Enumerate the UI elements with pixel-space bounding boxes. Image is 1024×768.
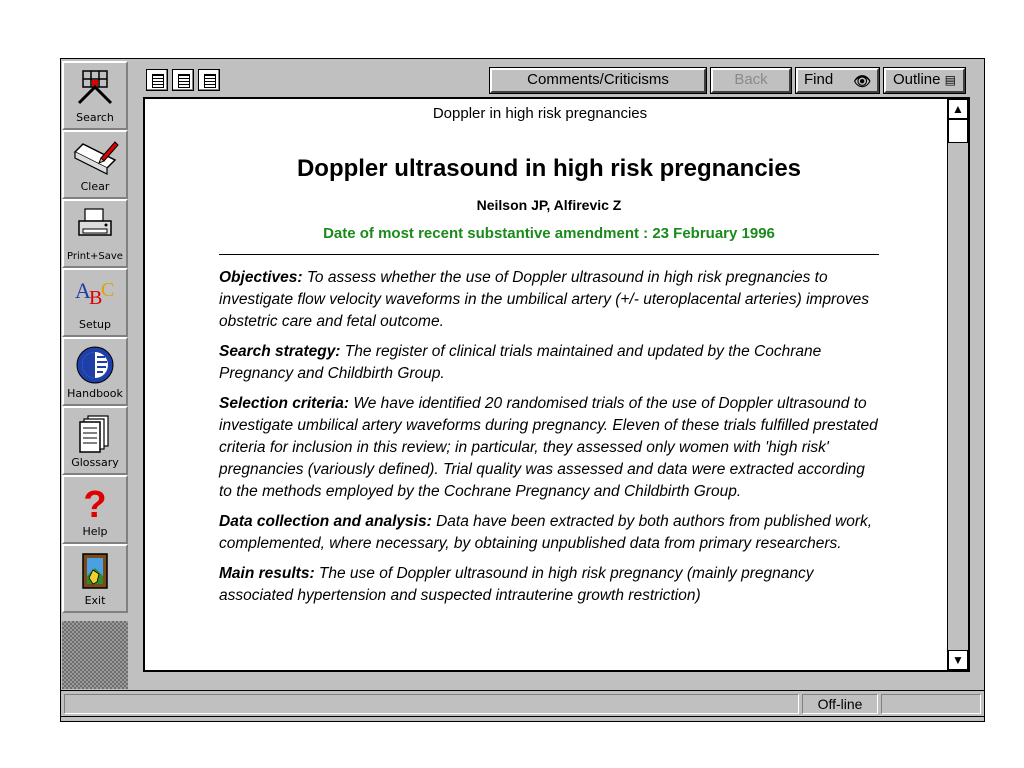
left-toolbar bbox=[61, 59, 129, 689]
outline-label: Outline bbox=[892, 71, 941, 88]
section-label: Selection criteria: bbox=[219, 395, 350, 412]
scroll-thumb[interactable] bbox=[948, 119, 968, 143]
search-grid-icon bbox=[75, 69, 115, 105]
cochrane-logo-icon bbox=[75, 345, 115, 385]
handbook-label: Handbook bbox=[67, 387, 123, 400]
section-data-collection bbox=[219, 511, 879, 555]
section-text: The register of clinical trials maintained and updated by the Cochrane Pregnancy and Childbirth Group. bbox=[219, 343, 822, 382]
setup-label: Setup bbox=[78, 318, 112, 331]
toolbar-filler-pattern bbox=[62, 621, 128, 689]
comments-criticisms-button[interactable]: Comments/Criticisms bbox=[490, 68, 706, 93]
section-label: Data collection and analysis: bbox=[219, 513, 432, 530]
document-panel[interactable] bbox=[143, 97, 970, 672]
document-authors: Neilson JP, Alfirevic Z bbox=[476, 197, 622, 213]
eraser-icon bbox=[71, 138, 119, 176]
clear-button[interactable] bbox=[62, 130, 128, 199]
printer-icon bbox=[75, 207, 115, 243]
page-lines-icon bbox=[152, 74, 164, 88]
print-save-label: Print+Save bbox=[67, 251, 123, 262]
exit-label: Exit bbox=[84, 594, 106, 607]
help-button[interactable] bbox=[62, 475, 128, 544]
document-header: Doppler in high risk pregnancies bbox=[432, 105, 648, 122]
app-window bbox=[60, 58, 985, 722]
top-toolbar bbox=[141, 65, 981, 95]
exit-button[interactable] bbox=[62, 544, 128, 613]
section-text: Data have been extracted by both authors from published work, complemented, where necessary, by obtaining unpublished data from primary researchers. bbox=[219, 513, 873, 552]
page-lines-icon bbox=[204, 74, 216, 88]
glossary-label: Glossary bbox=[71, 456, 119, 469]
outline-grid-icon: ▤ bbox=[944, 73, 957, 87]
section-main-results bbox=[219, 563, 879, 607]
document-amendment-date: Date of most recent substantive amendment : 23 February 1996 bbox=[323, 225, 775, 242]
glossary-button[interactable] bbox=[62, 406, 128, 475]
binoculars-icon: 👁︎ bbox=[853, 73, 871, 89]
svg-text:C: C bbox=[101, 279, 115, 301]
view-mode-1-button[interactable] bbox=[146, 69, 168, 91]
handbook-button[interactable] bbox=[62, 337, 128, 406]
svg-text:A: A bbox=[75, 278, 91, 303]
section-text: To assess whether the use of Doppler ultrasound in high risk pregnancies to investigate flow velocity waveforms in the umbilical artery (+/- uteroplacental arteries) improves obstetric care and fetal outcome. bbox=[219, 269, 869, 330]
view-mode-2-button[interactable] bbox=[172, 69, 194, 91]
find-button[interactable] bbox=[796, 68, 879, 93]
status-message-cell bbox=[64, 694, 799, 714]
status-extra-cell bbox=[881, 694, 981, 714]
question-mark-icon bbox=[80, 483, 110, 523]
vertical-scrollbar[interactable] bbox=[947, 99, 968, 670]
page-lines-icon bbox=[178, 74, 190, 88]
document-title: Doppler ultrasound in high risk pregnancies bbox=[296, 155, 802, 182]
scroll-down-arrow-icon[interactable]: ▼ bbox=[948, 650, 968, 670]
view-mode-3-button[interactable] bbox=[198, 69, 220, 91]
back-button[interactable]: Back bbox=[711, 68, 791, 93]
find-label: Find bbox=[804, 71, 834, 88]
outline-button[interactable] bbox=[884, 68, 965, 93]
section-objectives bbox=[219, 267, 879, 333]
status-bar bbox=[60, 690, 985, 717]
section-selection-criteria bbox=[219, 393, 879, 503]
abc-setup-icon bbox=[73, 276, 117, 310]
svg-text:B: B bbox=[89, 287, 103, 309]
scroll-up-arrow-icon[interactable]: ▲ bbox=[948, 99, 968, 119]
connection-status: Off-line bbox=[802, 694, 878, 714]
setup-button[interactable] bbox=[62, 268, 128, 337]
svg-text:?: ? bbox=[83, 484, 107, 523]
help-label: Help bbox=[82, 525, 108, 538]
title-divider bbox=[219, 254, 879, 255]
section-label: Search strategy: bbox=[219, 343, 341, 360]
exit-door-icon bbox=[79, 552, 111, 592]
section-text: The use of Doppler ultrasound in high risk pregnancy (mainly pregnancy associated hypertension and suspected intrauterine growth restriction) bbox=[219, 565, 814, 604]
glossary-pages-icon bbox=[78, 414, 112, 454]
section-label: Objectives: bbox=[219, 269, 303, 286]
print-save-button[interactable] bbox=[62, 199, 128, 268]
section-text: We have identified 20 randomised trials of the use of Doppler ultrasound to investigate umbilical artery waveforms during pregnancy. Eleven of these trials fulfilled prestated criteria for inclusion in this review; in particular, they assessed only women with 'high risk' pregnancies (variously defined). Trial quality was assessed and data were extracted according to the methods employed by the Cochrane Pregnancy and Childbirth Group. bbox=[219, 395, 878, 500]
search-button[interactable] bbox=[62, 61, 128, 130]
search-label: Search bbox=[76, 111, 114, 124]
document-content bbox=[219, 149, 879, 615]
section-label: Main results: bbox=[219, 565, 315, 582]
clear-label: Clear bbox=[80, 180, 110, 193]
section-search-strategy bbox=[219, 341, 879, 385]
